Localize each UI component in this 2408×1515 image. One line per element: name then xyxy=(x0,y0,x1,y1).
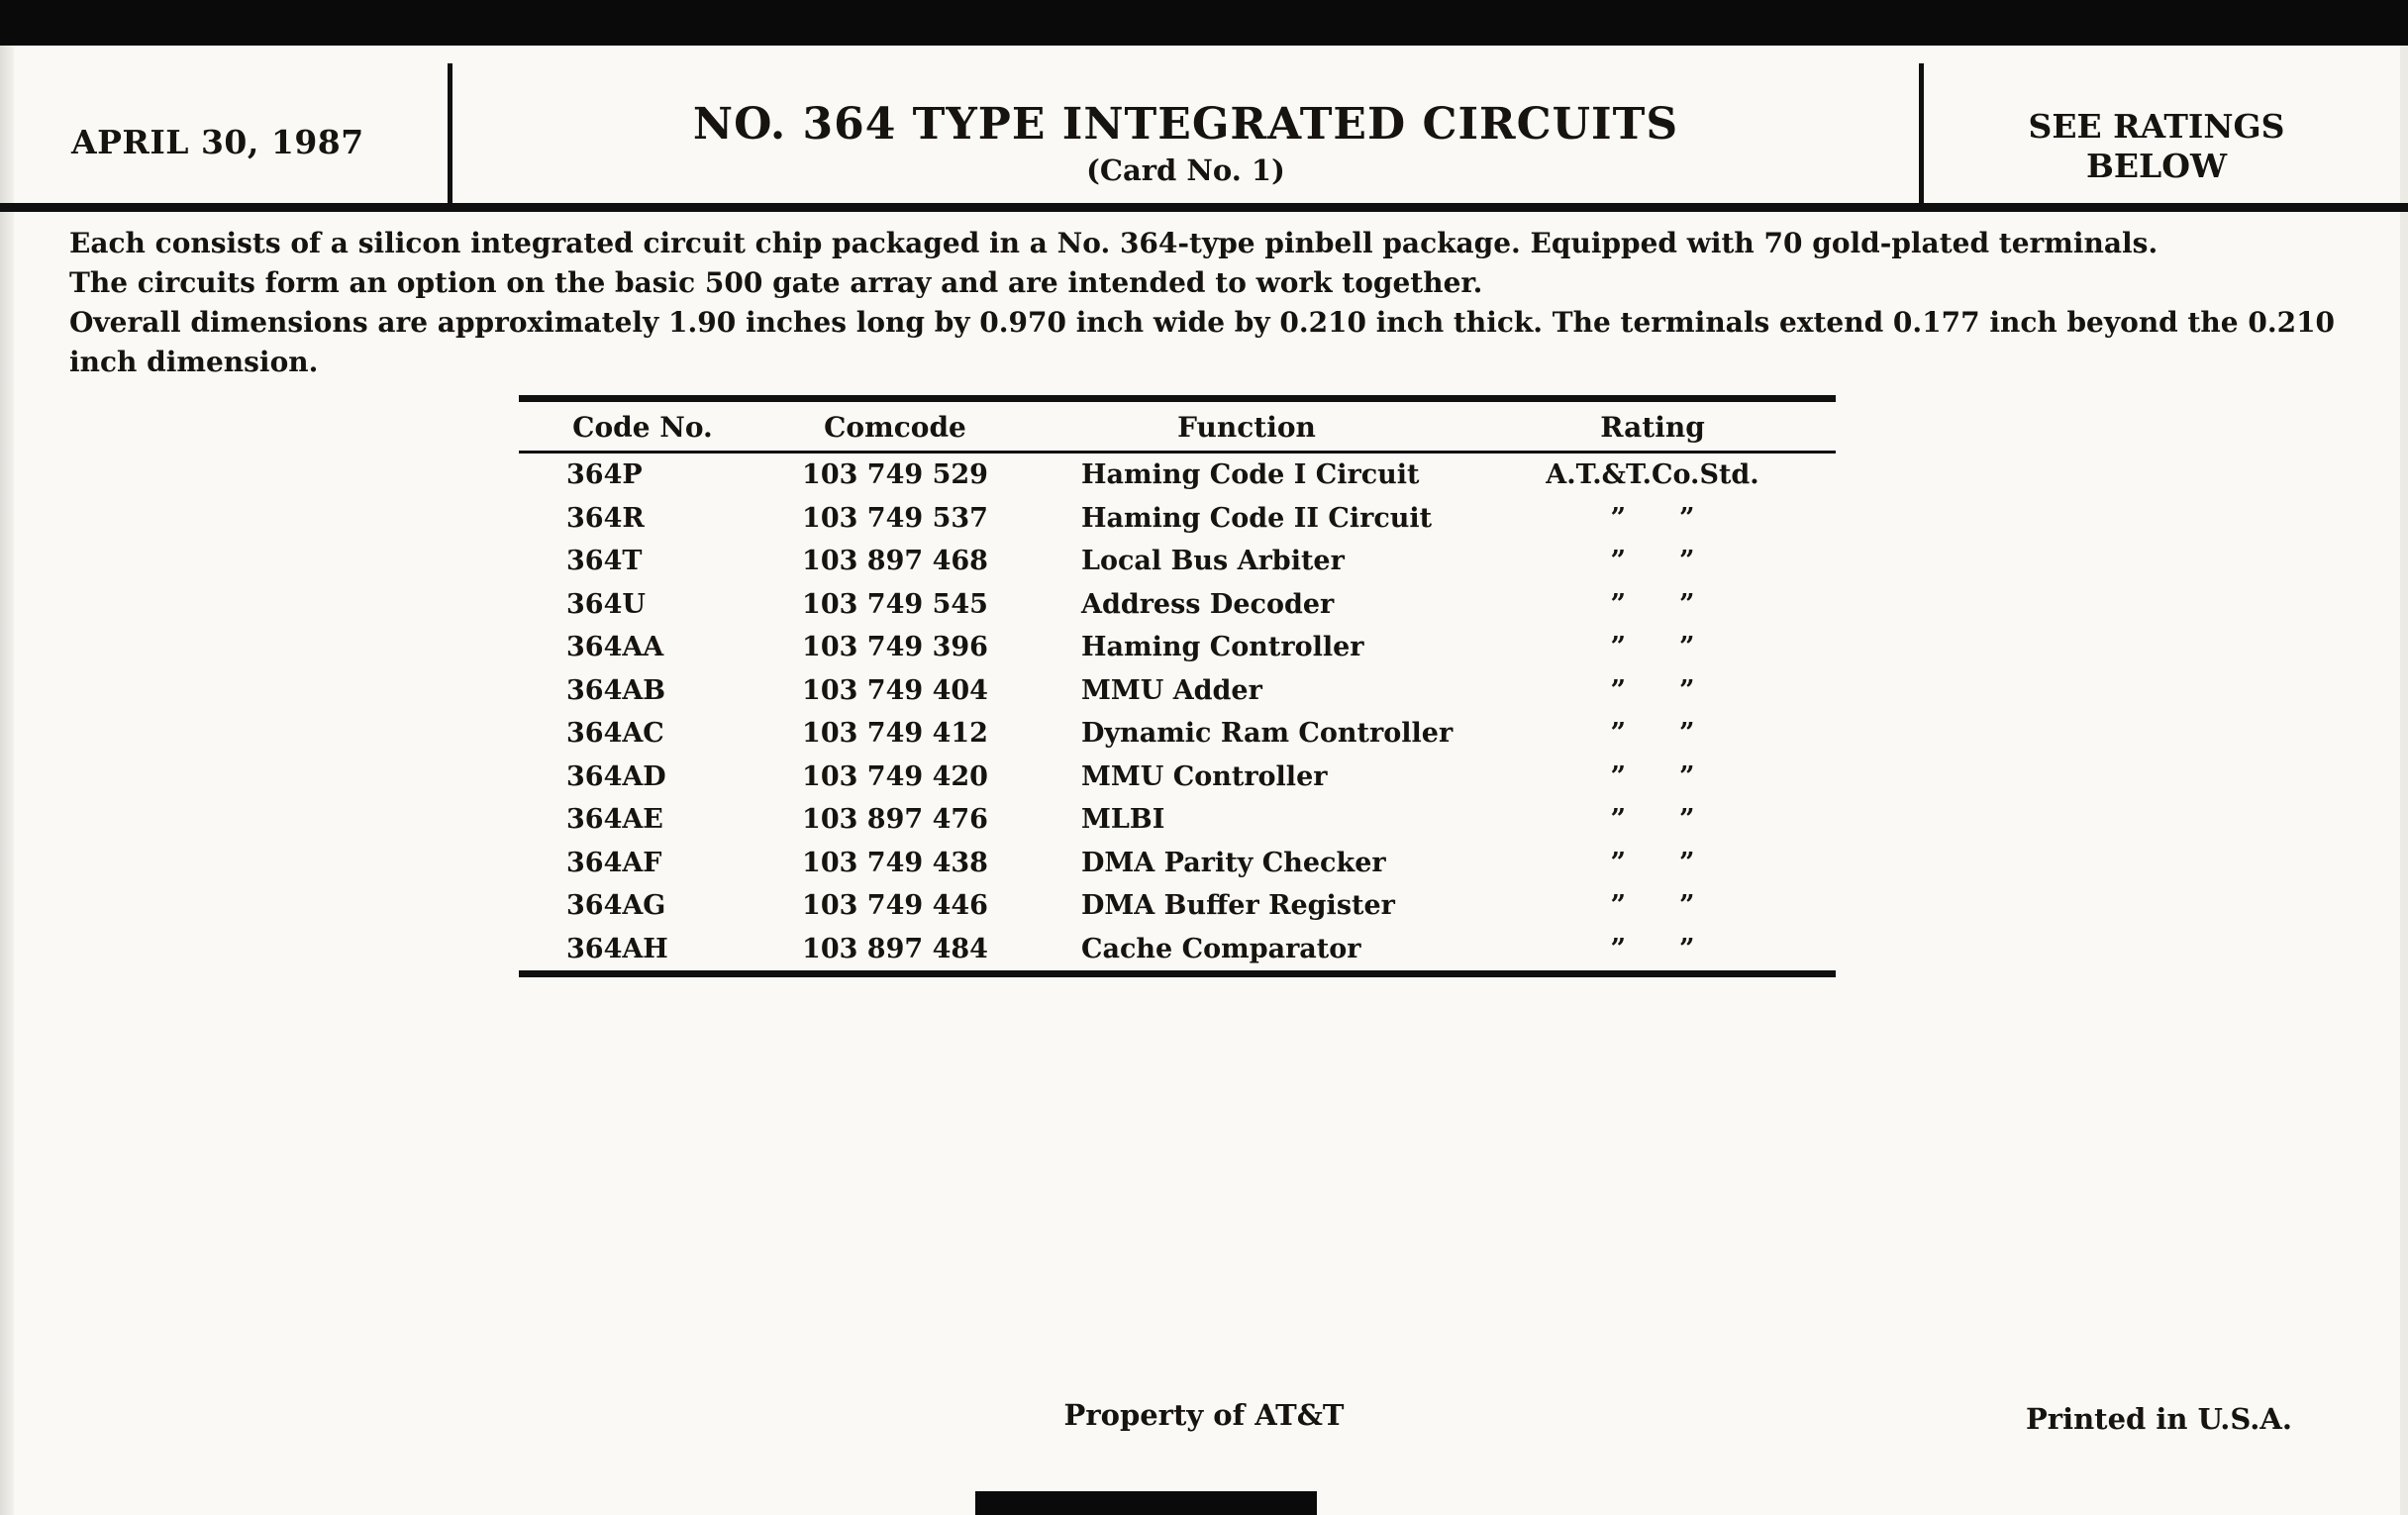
col-header-comcode: Comcode xyxy=(766,399,1024,453)
cell-code: 364AB xyxy=(566,674,666,706)
document-date: APRIL 30, 1987 xyxy=(71,123,364,161)
cell-function: Address Decoder xyxy=(1081,588,1335,620)
ic-table xyxy=(519,395,1836,977)
cell-comcode: 103 749 537 xyxy=(802,502,988,534)
cell-comcode: 103 749 545 xyxy=(802,588,988,620)
cell-comcode: 103 897 476 xyxy=(802,804,988,835)
scan-top-black-bar xyxy=(0,0,2408,46)
table-row xyxy=(519,928,1836,974)
cell-rating: ” ” xyxy=(1610,502,1695,534)
cell-comcode: 103 749 438 xyxy=(802,847,988,878)
cell-code: 364AD xyxy=(566,760,666,792)
cell-rating: ” ” xyxy=(1610,847,1695,878)
description-line3: Overall dimensions are approximately 1.90 inches long by 0.970 inch wide by 0.210 inch thick. The terminals extend 0.177 inch beyond the 0.210 inch dimension. xyxy=(69,306,2336,378)
table-row xyxy=(519,669,1836,713)
cell-rating: ” ” xyxy=(1610,546,1695,576)
cell-code: 364AE xyxy=(566,804,663,835)
table-row xyxy=(519,798,1836,842)
col-header-rating: Rating xyxy=(1469,399,1836,453)
cell-code: 364R xyxy=(566,502,645,534)
table-row xyxy=(519,453,1836,497)
table-row xyxy=(519,540,1836,583)
ic-table-body xyxy=(519,453,1836,974)
cell-code: 364AG xyxy=(566,890,666,921)
cell-comcode: 103 749 404 xyxy=(802,674,988,706)
cell-comcode: 103 897 468 xyxy=(802,546,988,576)
cell-code: 364P xyxy=(566,459,643,490)
table-row xyxy=(519,842,1836,885)
cell-code: 364AA xyxy=(566,632,664,662)
header-rule xyxy=(0,203,2408,212)
cell-comcode: 103 749 420 xyxy=(802,760,988,792)
cell-code: 364AF xyxy=(566,847,662,878)
cell-function: MLBI xyxy=(1081,804,1165,835)
ratings-note xyxy=(1924,107,2389,185)
cell-code: 364U xyxy=(566,588,646,620)
cell-comcode: 103 897 484 xyxy=(802,933,988,964)
cell-function: MMU Adder xyxy=(1081,674,1262,706)
cell-comcode: 103 749 529 xyxy=(802,459,988,490)
header-title-block xyxy=(452,99,1919,187)
table-row xyxy=(519,884,1836,928)
cell-function: DMA Buffer Register xyxy=(1081,890,1395,921)
cell-function: Dynamic Ram Controller xyxy=(1081,718,1454,749)
col-header-code: Code No. xyxy=(519,399,766,453)
scan-edge-left xyxy=(0,46,14,1515)
col-header-function: Function xyxy=(1024,399,1469,453)
table-row xyxy=(519,756,1836,799)
cell-comcode: 103 749 396 xyxy=(802,632,988,662)
cell-rating: ” ” xyxy=(1610,890,1695,921)
cell-comcode: 103 749 446 xyxy=(802,890,988,921)
cell-rating: ” ” xyxy=(1610,933,1695,964)
footer-property-notice: Property of AT&T xyxy=(1063,1398,1345,1432)
ratings-note-line1: SEE RATINGS xyxy=(2028,107,2285,146)
cell-rating: ” ” xyxy=(1610,674,1695,706)
table-row xyxy=(519,497,1836,541)
cell-rating: ” ” xyxy=(1610,718,1695,749)
cell-rating: ” ” xyxy=(1610,632,1695,662)
table-row xyxy=(519,626,1836,669)
cell-rating: ” ” xyxy=(1610,804,1695,835)
page-subtitle: (Card No. 1) xyxy=(1086,153,1285,187)
cell-comcode: 103 749 412 xyxy=(802,718,988,749)
table-row xyxy=(519,712,1836,756)
cell-function: Local Bus Arbiter xyxy=(1081,546,1345,576)
table-row xyxy=(519,583,1836,627)
footer-printed-notice: Printed in U.S.A. xyxy=(2026,1402,2292,1436)
description-line1: Each consists of a silicon integrated circuit chip packaged in a No. 364-type pinbell package. Equipped with 70 gold-plated terminals. xyxy=(69,227,2158,259)
ic-table-header xyxy=(519,399,1836,453)
scan-bottom-black-strip xyxy=(975,1491,1317,1515)
cell-function: Haming Controller xyxy=(1081,632,1364,662)
scan-edge-right xyxy=(2400,46,2408,1515)
description-paragraph xyxy=(69,224,2372,382)
cell-rating: ” ” xyxy=(1610,760,1695,792)
cell-function: MMU Controller xyxy=(1081,760,1328,792)
cell-code: 364AH xyxy=(566,933,668,964)
ratings-note-line2: BELOW xyxy=(2085,146,2228,185)
description-line2: The circuits form an option on the basic 500 gate array and are intended to work together. xyxy=(69,266,1483,299)
cell-code: 364T xyxy=(566,546,643,576)
cell-function: DMA Parity Checker xyxy=(1081,847,1386,878)
page-title: NO. 364 TYPE INTEGRATED CIRCUITS xyxy=(692,99,1679,150)
cell-code: 364AC xyxy=(566,718,664,749)
cell-function: Haming Code II Circuit xyxy=(1081,502,1433,534)
cell-rating: ” ” xyxy=(1610,588,1695,620)
cell-function: Haming Code I Circuit xyxy=(1081,459,1420,490)
cell-rating: A.T.&T.Co.Std. xyxy=(1546,459,1759,490)
cell-function: Cache Comparator xyxy=(1081,933,1361,964)
